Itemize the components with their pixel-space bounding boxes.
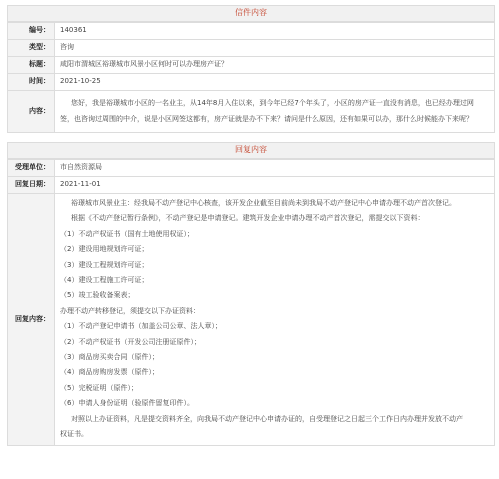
- letter-section-title: 信件内容: [7, 5, 495, 22]
- reply-line: 根据《不动产登记暂行条例》，不动产登记是申请登记。建筑开发企业申请办理不动产首次登记，需提交以下资料：: [71, 214, 425, 223]
- title-label: 标题：: [8, 57, 55, 74]
- reply-row-unit: [8, 160, 495, 177]
- reply-line: （2）建设用地规划许可证；: [60, 245, 149, 254]
- reply-row-content: [8, 194, 495, 446]
- reply-line: （6）申请人身份证明（验原件留复印件）。: [60, 399, 194, 408]
- date-value: 2021-11-01: [55, 177, 495, 194]
- reply-line: （3）商品房买卖合同（原件）；: [60, 353, 159, 362]
- reply-line: （2）不动产权证书（开发公司注册证原件）；: [60, 337, 201, 346]
- reply-line: （4）建设工程施工许可证；: [60, 276, 149, 285]
- letter-row-title: [8, 57, 495, 74]
- time-label: 时间：: [8, 74, 55, 91]
- letter-row-time: [8, 74, 495, 91]
- reply-line: （5）完税证明（原件）；: [60, 383, 138, 392]
- reply-line: （1）不动产登记申请书（加盖公司公章、法人章）；: [60, 322, 222, 331]
- reply-line: （4）商品房购房发票（原件）；: [60, 368, 159, 377]
- reply-line: （1）不动产权证书（国有土地使用权证）；: [60, 229, 194, 238]
- type-value: 咨询: [55, 40, 495, 57]
- letter-row-content: [8, 91, 495, 133]
- number-label: 编号：: [8, 23, 55, 40]
- reply-line: 权证书。: [60, 430, 88, 439]
- content-label: 内容：: [8, 91, 55, 133]
- reply-content-label: 回复内容：: [8, 194, 55, 446]
- type-label: 类型：: [8, 40, 55, 57]
- content-line: 签，也咨询过周围的中介，说是小区网签这都有，房产证就是办不下来？请问是什么原因，还有如果可以办，那什么时候能办下来呢？: [60, 114, 473, 123]
- time-value: 2021-10-25: [55, 74, 495, 91]
- unit-value: 市自然资源局: [55, 160, 495, 177]
- reply-table: [7, 159, 495, 446]
- unit-label: 受理单位：: [8, 160, 55, 177]
- content-value: [55, 91, 495, 133]
- letter-table: [7, 22, 495, 133]
- reply-content-value: [55, 194, 495, 446]
- reply-line: （5）竣工验收备案表；: [60, 291, 135, 300]
- reply-line: （3）建设工程规划许可证；: [60, 260, 149, 269]
- reply-section-title: 回复内容: [7, 142, 495, 159]
- reply-line: 对照以上办证资料，凡是提交资料齐全，向我局不动产登记中心申请办证的，自受理登记之日起三个工作日内办理并发放不动产: [71, 414, 463, 423]
- reply-row-date: [8, 177, 495, 194]
- content-line: 您好，我是裕璟城市小区的一名业主，从14年8月入住以来，到今年已经7个年头了，小区的房产证一直没有消息，也已经办理过网: [71, 99, 474, 107]
- reply-line: 办理不动产转移登记，须提交以下办证资料：: [60, 306, 200, 315]
- date-label: 回复日期：: [8, 177, 55, 194]
- number-value: 140361: [55, 23, 495, 40]
- letter-row-number: [8, 23, 495, 40]
- title-value: 咸阳市渭城区裕璟城市风景小区何时可以办理房产证？: [55, 57, 495, 74]
- reply-line: 裕璟城市风景业主：经我局不动产登记中心核查，该开发企业截至目前尚未到我局不动产登记中心申请办理不动产首次登记。: [71, 199, 456, 207]
- letter-row-type: [8, 40, 495, 57]
